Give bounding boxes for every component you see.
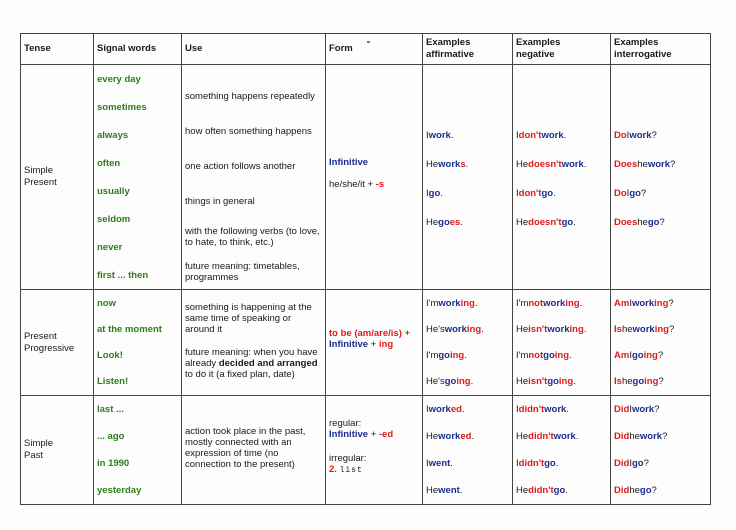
subject: I [426,458,429,469]
simple-present-signal-word: always [97,129,129,141]
auxiliary: Did [614,431,630,442]
punctuation: . [465,159,469,170]
interrogative-example [611,369,710,395]
signal-words-simple-present [94,65,182,290]
affirmative-example [423,121,512,150]
affirmative-example [423,396,512,423]
verb: work [544,404,567,415]
subject: he [637,217,648,228]
verb-suffix: ing [565,297,580,309]
interrogative-example [611,316,710,342]
verb: go [553,485,566,496]
interrogative-example [611,290,710,316]
subject: He's [426,323,445,335]
affirmative-example [423,369,512,395]
punctuation: . [563,130,567,141]
punctuation: . [583,159,587,170]
verb: go [631,350,644,362]
verb: go [629,188,641,199]
interrogative-simple-present [611,65,711,290]
header-examples-negative: Examples negative [513,34,611,65]
negation: didn't [518,404,545,415]
form-irregular-label: irregular: [329,453,367,464]
use-present-progressive [182,290,326,396]
affirmative-example [423,450,512,477]
verb: work [428,404,451,415]
subject: he [621,376,633,388]
simple-present-signal-word: never [97,241,123,253]
verb-suffix: ing [644,376,659,388]
verb: go [438,217,450,228]
subject: he [621,323,633,335]
form-he-she-it: he/she/it + -s [329,179,385,190]
negation: don't [518,188,542,199]
verb: go [561,217,574,228]
subject: I [426,404,429,415]
verb: work [639,431,663,442]
punctuation: ? [640,188,647,199]
punctuation: . [583,323,587,335]
interrogative-example [611,423,710,450]
interrogative-example [611,179,710,208]
verb: go [547,376,559,388]
verb-suffix: ed [460,431,472,442]
subject: I [516,130,519,141]
subject: He [516,159,529,170]
verb: go [647,217,660,228]
affirmative-example [423,290,512,316]
subject: I [516,404,519,415]
auxiliary: Did [614,404,630,415]
simple-present-signal-word: often [97,157,121,169]
subject: he [637,159,648,170]
verb: work [541,130,564,141]
negation: didn't [518,458,545,469]
subject: He [426,159,439,170]
subject: I [426,130,429,141]
interrogative-example [611,150,710,179]
present-progressive-signal-word: now [97,297,116,309]
header-row [21,34,711,65]
negative-example [513,179,610,208]
use-future-arranged: future meaning: when you have already decided and arranged to do it (a fixed plan, date) [185,347,318,380]
verb: work [632,323,655,335]
verb: go [544,458,556,469]
interrogative-example [611,477,710,504]
punctuation: . [575,431,579,442]
use-happening-now: something is happening at the same time of speaking or around it [185,302,312,335]
verb-suffix: es [449,217,461,228]
punctuation: . [579,297,583,309]
negative-example [513,121,610,150]
verb: go [639,485,652,496]
punctuation: . [573,376,576,388]
interrogative-example [611,450,710,477]
verb: work [543,297,566,309]
verb: work [629,130,652,141]
subject: I [629,350,632,362]
subject: He's [426,376,445,388]
subject: I'm [426,297,439,309]
punctuation: . [460,217,463,228]
verb: work [444,323,467,335]
simple-past-signal-word: in 1990 [97,458,130,469]
simple-present-signal-word: sometimes [97,101,147,113]
present-progressive-signal-word: Listen! [97,376,129,388]
tense-present-progressive: Present Progressive [21,290,94,396]
punctuation: . [553,188,556,199]
punctuation: ? [668,323,675,335]
affirmative-example [423,343,512,369]
verb: go [632,376,645,388]
punctuation: . [474,297,478,309]
punctuation: . [450,458,453,469]
verb: went [438,485,460,496]
verb-suffix: s [460,159,466,170]
header-use: Use [182,34,326,65]
tense-simple-past: Simple Past [21,396,94,505]
signal-words-simple-past [94,396,182,505]
subject: I [629,404,632,415]
negation: don't [518,130,542,141]
header-signal-words: Signal words [94,34,182,65]
subject: I [629,297,632,309]
verb: work [438,159,461,170]
negation: doesn't [528,159,562,170]
present-progressive-signal-word: at the moment [97,323,162,335]
form-present-progressive: to be (am/are/is) + Infinitive + ing [326,290,423,396]
interrogative-example [611,208,710,237]
interrogative-simple-past [611,396,711,505]
form-infinitive-ing: Infinitive + ing [329,339,394,350]
punctuation: ? [668,297,674,309]
form-irregular-list: 2. list [329,464,363,475]
subject: he [629,485,640,496]
form-to-be: to be (am/are/is) [329,328,402,339]
affirmative-simple-present [423,65,513,290]
verb-suffix: ing [654,297,669,309]
use-item: one action follows another [185,161,296,172]
verb-suffix: ing [558,376,574,388]
use-simple-present [182,65,326,290]
verb: work [547,323,570,335]
negative-example [513,450,610,477]
affirmative-example [423,150,512,179]
subject: He [516,431,529,442]
verb: go [444,376,457,388]
affirmative-example [423,316,512,342]
verb: work [428,130,451,141]
negation: didn't [528,431,554,442]
verb: work [553,431,576,442]
verb: work [438,297,461,309]
simple-past-signal-word: ... ago [97,431,125,442]
interrogative-example [611,396,710,423]
row-simple-past [21,396,711,505]
verb: go [438,350,450,362]
use-item: with the following verbs (to love, to hate, to think, etc.) [185,225,320,248]
simple-present-signal-word: first ... then [97,269,149,281]
header-tense: Tense [21,34,94,65]
punctuation: . [555,458,559,469]
use-item: how often something happens [185,126,312,137]
subject: He [516,217,529,228]
use-item: things in general [185,196,255,207]
punctuation: . [440,188,443,199]
use-item: something happens repeatedly [185,91,315,102]
auxiliary: Did [614,485,630,496]
subject: I'm [426,350,439,362]
affirmative-simple-past [423,396,513,505]
negative-example [513,369,610,395]
form-regular-label: regular: [329,418,362,429]
punctuation: . [459,485,463,496]
subject: I [516,188,519,199]
subject: I [426,188,429,199]
subject: He [426,217,439,228]
simple-present-signal-word: every day [97,73,141,85]
punctuation: . [471,431,475,442]
subject: he [629,431,640,442]
form-infinitive: Infinitive [329,157,369,168]
subject: He [426,485,439,496]
tense-table [20,33,711,505]
punctuation: . [450,130,454,141]
verb-suffix: ing [643,350,658,362]
verb: went [428,458,451,469]
negation: not [528,350,544,362]
verb: go [543,350,555,362]
header-form: Form [326,34,423,65]
subject: He [516,323,529,335]
negative-example [513,208,610,237]
signal-words-present-progressive [94,290,182,396]
punctuation: . [470,376,474,388]
punctuation: . [481,323,484,335]
punctuation: . [569,350,572,362]
punctuation: ? [657,350,664,362]
negation: isn't [528,323,548,335]
row-present-progressive [21,290,711,396]
verb-suffix: ing [466,323,482,335]
auxiliary: Do [614,130,627,141]
tense-simple-present: Simple Present [21,65,94,290]
affirmative-present-progressive [423,290,513,396]
interrogative-example [611,121,710,150]
simple-past-signal-word: last ... [97,404,124,415]
auxiliary: Does [614,159,638,170]
verb: go [541,188,554,199]
form-simple-past [326,396,423,505]
form-infinitive-ed: Infinitive + -ed [329,429,394,440]
verb-suffix: ing [449,350,465,362]
row-simple-present [21,65,711,290]
affirmative-example [423,179,512,208]
verb-suffix: ing [460,297,475,309]
header-examples-interrogative: Examples interrogative [611,34,711,65]
auxiliary: Is [614,323,622,335]
punctuation: ? [654,404,660,415]
simple-present-signal-word: usually [97,185,130,197]
auxiliary: Did [614,458,630,469]
form-simple-present [326,65,423,290]
affirmative-example [423,477,512,504]
negation: isn't [528,376,548,388]
verb-suffix: ed [450,404,462,415]
subject: He [516,376,529,388]
negative-example [513,316,610,342]
use-simple-past [182,396,326,505]
verb: work [561,159,584,170]
subject: I [626,188,630,199]
punctuation: . [565,485,568,496]
subject: I'm [516,350,529,362]
affirmative-example [423,208,512,237]
verb: work [631,297,655,309]
subject: I [626,130,630,141]
subject: He [516,485,529,496]
verb: go [428,188,441,199]
negative-example [513,150,610,179]
negative-example [513,290,610,316]
auxiliary: Am [614,350,630,362]
auxiliary: Am [614,297,630,309]
verb: work [647,159,670,170]
punctuation: ? [651,130,657,141]
punctuation: ? [662,431,668,442]
negation: didn't [528,485,554,496]
negative-example [513,343,610,369]
interrogative-present-progressive [611,290,711,396]
negation: not [528,297,544,309]
simple-past-signal-word: yesterday [97,485,142,496]
negative-present-progressive [513,290,611,396]
auxiliary: Is [614,376,622,388]
negative-example [513,396,610,423]
present-progressive-signal-word: Look! [97,350,123,362]
interrogative-example [611,343,710,369]
subject: I [516,458,519,469]
negation: doesn't [528,217,562,228]
negative-simple-present [513,65,611,290]
subject: I'm [516,297,529,309]
simple-present-signal-word: seldom [97,213,131,225]
punctuation: . [464,350,467,362]
auxiliary: Do [614,188,627,199]
punctuation: ? [670,159,676,170]
punctuation: ? [658,376,664,388]
auxiliary: Does [614,217,638,228]
punctuation: ? [651,485,657,496]
verb-suffix: ing [456,376,471,388]
punctuation: ? [643,458,649,469]
verb: go [631,458,644,469]
negative-example [513,477,610,504]
use-item: future meaning: timetables, programmes [185,260,300,283]
punctuation: . [573,217,576,228]
header-examples-affirmative: Examples affirmative [423,34,513,65]
verb-suffix: ing [554,350,570,362]
verb: work [631,404,655,415]
punctuation: . [461,404,465,415]
punctuation: ? [659,217,665,228]
affirmative-example [423,423,512,450]
verb: work [438,431,461,442]
verb-suffix: ing [569,323,584,335]
subject: I [629,458,632,469]
verb-suffix: ing [654,323,669,335]
negative-simple-past [513,396,611,505]
subject: He [426,431,439,442]
punctuation: . [566,404,569,415]
negative-example [513,423,610,450]
use-past-action: action took place in the past, mostly connected with an expression of time (no connection to the present) [185,426,306,470]
